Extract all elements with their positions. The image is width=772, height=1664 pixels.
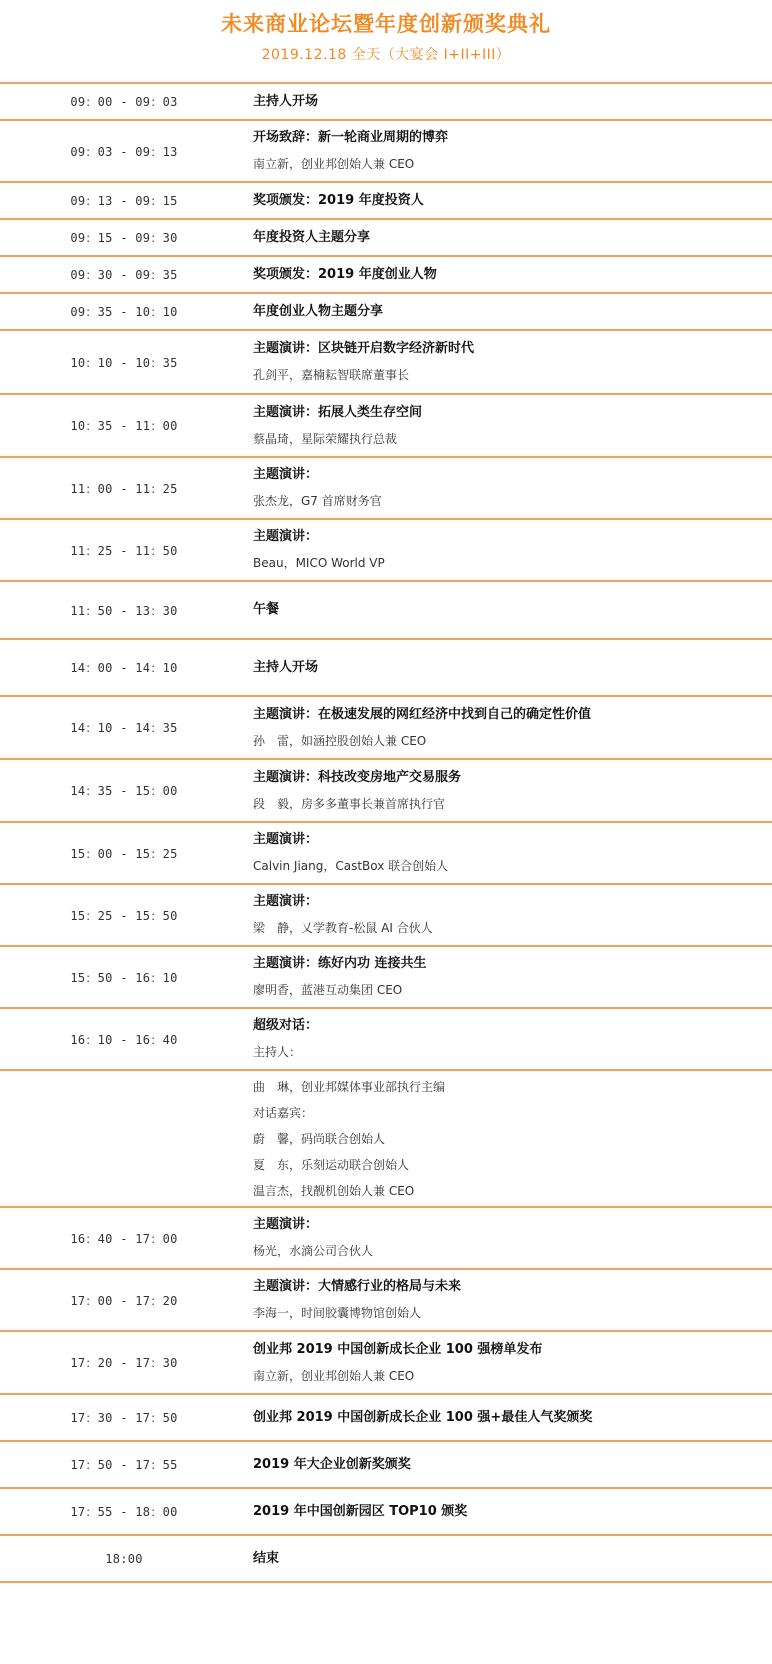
session-title: 2019 年中国创新园区 TOP10 颁奖 xyxy=(253,1503,468,1519)
session-content xyxy=(253,458,762,518)
schedule-row xyxy=(0,294,772,331)
session-speaker: 夏 东，乐刻运动联合创始人 xyxy=(253,1157,410,1172)
session-title: 主题演讲：练好内功 连接共生 xyxy=(253,956,427,971)
session-content xyxy=(253,220,762,255)
schedule-row xyxy=(0,760,772,823)
schedule-row xyxy=(0,331,772,395)
session-time: 09：30 - 09：35 xyxy=(70,268,178,282)
session-content xyxy=(253,121,762,181)
schedule-row xyxy=(0,1489,772,1536)
session-content xyxy=(253,84,762,119)
session-title: 奖项颁发：2019 年度创业人物 xyxy=(253,266,437,282)
session-time: 17：20 - 17：30 xyxy=(70,1356,178,1370)
agenda-header xyxy=(0,0,772,82)
schedule-row xyxy=(0,220,772,257)
session-speaker: 段 毅，房多多董事长兼首席执行官 xyxy=(253,796,446,811)
schedule-row xyxy=(0,458,772,520)
session-title: 开场致辞：新一轮商业周期的博弈 xyxy=(253,130,449,145)
session-time: 17：00 - 17：20 xyxy=(70,1293,178,1308)
schedule-row xyxy=(0,257,772,294)
schedule-row xyxy=(0,520,772,582)
session-time: 15：50 - 16：10 xyxy=(70,970,178,985)
session-time: 17：55 - 18：00 xyxy=(70,1505,178,1519)
schedule-row xyxy=(0,1208,772,1270)
session-speaker: 梁 静，乂学教育-松鼠 AI 合伙人 xyxy=(253,921,433,935)
session-title: 超级对话： xyxy=(253,1018,319,1033)
session-speaker: 温言杰，找靓机创始人兼 CEO xyxy=(253,1183,415,1198)
schedule-row xyxy=(0,947,772,1009)
session-speaker: 对话嘉宾： xyxy=(253,1105,314,1120)
session-time: 09：15 - 09：30 xyxy=(70,231,178,245)
session-content xyxy=(253,760,762,821)
schedule-row xyxy=(0,183,772,220)
schedule-row xyxy=(0,697,772,760)
session-title: 2019 年大企业创新奖颁奖 xyxy=(253,1456,411,1472)
schedule-row xyxy=(0,640,772,697)
session-title: 主题演讲： xyxy=(253,529,319,544)
session-content xyxy=(253,183,762,218)
session-content xyxy=(253,1270,762,1330)
session-content xyxy=(253,294,762,329)
session-speaker: 南立新，创业邦创始人兼 CEO xyxy=(253,157,415,171)
session-title: 主题演讲： xyxy=(253,832,319,847)
session-title: 创业邦 2019 中国创新成长企业 100 强榜单发布 xyxy=(253,1341,543,1357)
session-content xyxy=(253,640,762,695)
session-time: 16：10 - 16：40 xyxy=(70,1032,178,1047)
schedule-row xyxy=(0,1536,772,1583)
session-time: 15：00 - 15：25 xyxy=(70,846,178,861)
session-content xyxy=(253,257,762,292)
session-content xyxy=(253,520,762,580)
session-content xyxy=(253,823,762,883)
session-content xyxy=(253,697,762,758)
session-title: 奖项颁发：2019 年度投资人 xyxy=(253,192,424,208)
session-title: 结束 xyxy=(253,1550,280,1566)
session-title: 主持人开场 xyxy=(253,93,319,109)
session-content xyxy=(253,1442,762,1487)
session-title: 主题演讲：科技改变房地产交易服务 xyxy=(253,769,462,785)
session-time: 16：40 - 17：00 xyxy=(70,1231,178,1246)
schedule-table xyxy=(0,84,772,1583)
session-time xyxy=(0,1071,248,1206)
session-content xyxy=(253,1489,762,1534)
session-time: 17：50 - 17：55 xyxy=(70,1458,178,1472)
session-title: 主题演讲： xyxy=(253,894,319,909)
schedule-row xyxy=(0,823,772,885)
schedule-row xyxy=(0,1071,772,1208)
event-title: 未来商业论坛暨年度创新颁奖典礼 xyxy=(221,12,551,36)
session-speaker: 蔚 馨，码尚联合创始人 xyxy=(253,1131,386,1146)
session-content xyxy=(253,1009,762,1069)
session-time: 11：25 - 11：50 xyxy=(70,543,178,558)
session-speaker: 杨光，水滴公司合伙人 xyxy=(253,1244,374,1258)
session-speaker: Beau，MICO World VP xyxy=(253,556,385,570)
session-time: 10：35 - 11：00 xyxy=(70,419,178,433)
session-title: 主题演讲：区块链开启数字经济新时代 xyxy=(253,341,475,356)
event-date-venue: 2019.12.18 全天（大宴会 I+II+III） xyxy=(261,47,511,63)
session-title: 主题演讲： xyxy=(253,467,319,482)
schedule-row xyxy=(0,1442,772,1489)
session-time: 15：25 - 15：50 xyxy=(70,908,178,923)
session-title: 年度投资人主题分享 xyxy=(253,229,371,245)
session-time: 09：35 - 10：10 xyxy=(70,305,178,319)
session-title: 创业邦 2019 中国创新成长企业 100 强+最佳人气奖颁奖 xyxy=(253,1409,593,1425)
session-title: 主持人开场 xyxy=(253,659,319,675)
session-time: 09：03 - 09：13 xyxy=(70,144,178,159)
schedule-row xyxy=(0,1009,772,1071)
session-content xyxy=(253,582,762,638)
session-time: 14：35 - 15：00 xyxy=(70,784,178,798)
session-content xyxy=(253,395,762,456)
session-time: 09：13 - 09：15 xyxy=(70,194,178,208)
session-content xyxy=(253,331,762,393)
session-speaker: 廖明香，蓝港互动集团 CEO xyxy=(253,983,403,997)
session-time: 14：10 - 14：35 xyxy=(70,721,178,735)
session-speaker: 曲 琳，创业邦媒体事业部执行主编 xyxy=(253,1079,446,1094)
schedule-row xyxy=(0,1332,772,1395)
session-time: 17：30 - 17：50 xyxy=(70,1411,178,1425)
session-content xyxy=(253,885,762,945)
session-speaker: 蔡晶琦，星际荣耀执行总裁 xyxy=(253,431,398,446)
session-content xyxy=(253,1332,762,1393)
session-title: 年度创业人物主题分享 xyxy=(253,303,384,319)
session-title: 主题演讲：大情感行业的格局与未来 xyxy=(253,1279,462,1294)
schedule-row xyxy=(0,121,772,183)
session-time: 11：50 - 13：30 xyxy=(70,603,178,618)
session-speaker: 李海一，时间胶囊博物馆创始人 xyxy=(253,1306,422,1320)
session-title: 主题演讲： xyxy=(253,1217,319,1232)
schedule-row xyxy=(0,1395,772,1442)
session-speaker: 孔剑平，嘉楠耘智联席董事长 xyxy=(253,368,410,382)
schedule-row xyxy=(0,1270,772,1332)
session-time: 09：00 - 09：03 xyxy=(70,95,178,109)
session-content xyxy=(253,1071,762,1206)
session-speaker: 孙 雷，如涵控股创始人兼 CEO xyxy=(253,733,427,748)
session-time: 14：00 - 14：10 xyxy=(70,661,178,675)
session-time: 18:00 xyxy=(105,1551,143,1566)
session-title: 主题演讲：拓展人类生存空间 xyxy=(253,404,423,420)
session-content xyxy=(253,947,762,1007)
schedule-row xyxy=(0,84,772,121)
session-content xyxy=(253,1536,762,1581)
session-content xyxy=(253,1208,762,1268)
session-content xyxy=(253,1395,762,1440)
session-speaker: 主持人： xyxy=(253,1045,302,1059)
schedule-row xyxy=(0,582,772,640)
session-speaker: 张杰龙，G7 首席财务官 xyxy=(253,494,382,508)
schedule-row xyxy=(0,885,772,947)
session-title: 主题演讲：在极速发展的网红经济中找到自己的确定性价值 xyxy=(253,706,592,722)
session-speaker: Calvin Jiang，CastBox 联合创始人 xyxy=(253,859,449,873)
session-time: 11：00 - 11：25 xyxy=(70,481,178,496)
session-time: 10：10 - 10：35 xyxy=(70,355,178,370)
session-speaker: 南立新，创业邦创始人兼 CEO xyxy=(253,1368,415,1383)
schedule-row xyxy=(0,395,772,458)
session-title: 午餐 xyxy=(253,602,280,617)
